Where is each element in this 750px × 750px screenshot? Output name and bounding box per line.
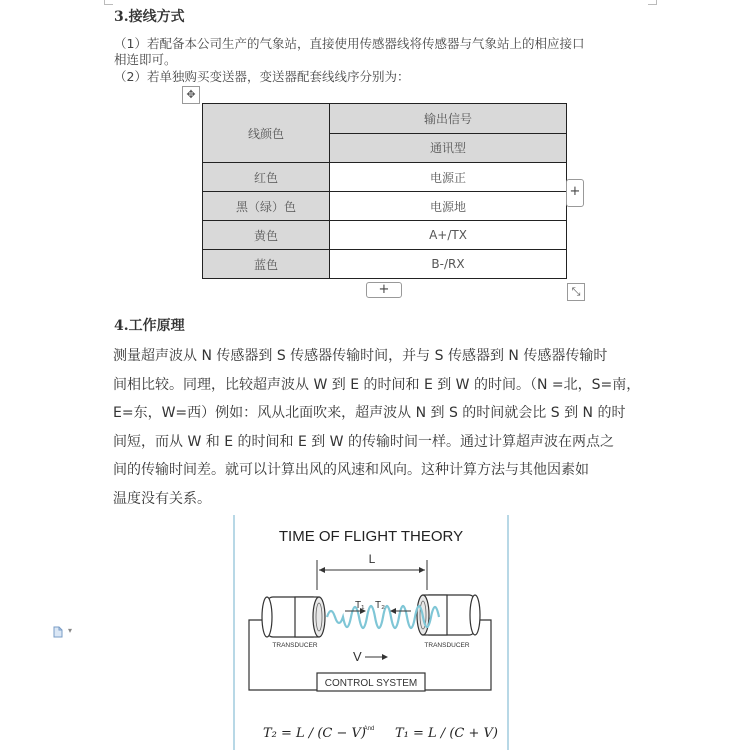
label-L: L [368,552,376,566]
cell-color: 黄色 [203,221,330,250]
label-control-system: CONTROL SYSTEM [324,678,418,689]
header-output-signal: 输出信号 [330,104,567,134]
table-resize-handle[interactable]: ⤡ [567,283,585,301]
table-row [203,221,567,250]
document-icon[interactable] [52,626,64,638]
cell-color: 红色 [203,163,330,192]
formula-t1: T₁ = L / (C + V) [395,726,498,741]
page-corner-right [648,0,657,5]
table-move-handle[interactable]: ✥ [182,86,200,104]
add-row-button[interactable]: + [366,282,402,298]
formula-and: And [363,726,375,732]
header-wire-color: 线颜色 [203,104,330,163]
page-corner-left [104,0,113,5]
table-row [203,163,567,192]
time-of-flight-figure [233,515,509,750]
body-line: 温度没有关系。 [113,490,211,507]
label-transducer-right: TRANSDUCER [424,642,470,649]
label-T2: T₂ [375,600,385,611]
add-column-button[interactable]: + [566,179,584,207]
section-3-line-1a: （1）若配备本公司生产的气象站，直接使用传感器线将传感器与气象站上的相应接口 [114,36,585,51]
cell-signal: 电源地 [330,192,567,221]
label-transducer-left: TRANSDUCER [272,642,318,649]
cell-color: 黑（绿）色 [203,192,330,221]
label-T1: T₁ [355,600,365,611]
wiring-table [202,103,567,279]
transducer-right [417,595,480,635]
body-line: 间的传输时间差。就可以计算出风的风速和风向。这种计算方法与其他因素如 [113,462,589,478]
body-line: 间短，而从 W 和 E 的时间和 E 到 W 的传输时间一样。通过计算超声波在两点之 [113,433,614,450]
formula-t2: T₂ = L / (C − V) [263,726,366,741]
body-line: 间相比较。同理，比较超声波从 W 到 E 的时间和 E 到 W 的时间。（N =北，S=南， [113,376,641,393]
figure-diagram [235,515,507,750]
dropdown-icon[interactable]: ▾ [68,626,73,635]
body-line: E=东，W=西）例如：风从北面吹来，超声波从 N 到 S 的时间就会比 S 到 N 的时 [113,405,626,421]
label-V: V [353,649,362,664]
section-4-body [113,342,643,513]
figure-title: TIME OF FLIGHT THEORY [278,528,464,545]
transducer-left [262,597,325,637]
header-comm-type: 通讯型 [330,133,567,163]
table-row [203,192,567,221]
cell-signal: 电源正 [330,163,567,192]
section-3-line-1b: 相连即可。 [114,52,177,67]
section-3-line-2: （2）若单独购买变送器，变送器配套线线序分别为： [114,69,410,84]
table-row [203,250,567,279]
cell-signal: B-/RX [330,250,567,279]
section-4-heading: 4.工作原理 [114,318,185,334]
cell-signal: A+/TX [330,221,567,250]
cell-color: 蓝色 [203,250,330,279]
body-line: 测量超声波从 N 传感器到 S 传感器传输时间，并与 S 传感器到 N 传感器传输时 [113,348,608,364]
section-3-heading: 3.接线方式 [114,9,185,25]
